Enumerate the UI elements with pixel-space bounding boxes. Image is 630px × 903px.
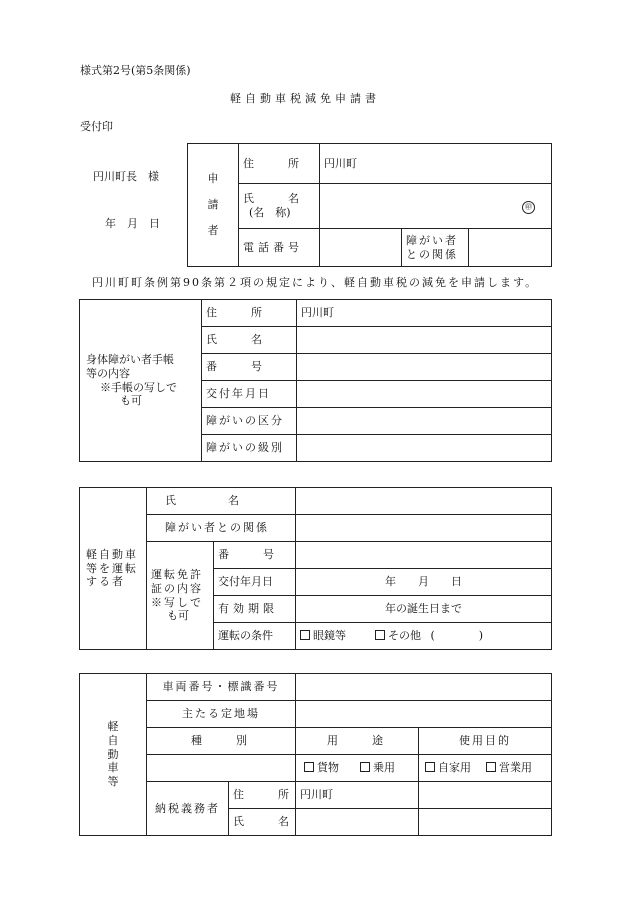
vehicle-side-label: 軽 自 動 車 等 <box>80 674 147 836</box>
vehicle-table <box>79 673 552 836</box>
disability-category-field[interactable] <box>297 408 552 435</box>
license-condition-field[interactable]: 眼鏡等 その他 ( ) <box>296 623 552 650</box>
seal-icon: ㊞ <box>522 201 535 214</box>
glasses-checkbox[interactable] <box>300 630 310 640</box>
vehicle-use-field[interactable]: 貨物 乗用 <box>296 755 419 782</box>
driver-name-label: 氏 名 <box>147 488 296 515</box>
disability-address-label: 住 所 <box>202 300 297 327</box>
license-expiry-field[interactable]: 年の誕生日まで <box>296 596 552 623</box>
disability-grade-field[interactable] <box>297 435 552 462</box>
disability-address-field[interactable]: 円川町 <box>297 300 552 327</box>
disability-category-label: 障がいの区分 <box>202 408 297 435</box>
vehicle-use-label: 用 途 <box>296 728 419 755</box>
applicant-name-field[interactable] <box>320 184 552 229</box>
private-use-checkbox[interactable] <box>425 762 435 772</box>
license-issue-date-label: 交付年月日 <box>214 569 296 596</box>
passenger-checkbox[interactable] <box>360 762 370 772</box>
driver-relation-field[interactable] <box>296 515 552 542</box>
license-content-label: 運転免許 証の内容 ※写しで も可 <box>147 542 214 650</box>
applicant-side-label: 申請者 <box>188 144 239 267</box>
disability-issue-date-field[interactable] <box>297 381 552 408</box>
taxpayer-label: 納税義務者 <box>147 782 229 836</box>
disability-issue-date-label: 交付年月日 <box>202 381 297 408</box>
applicant-address-label: 住 所 <box>239 144 320 184</box>
license-expiry-label: 有効期限 <box>214 596 296 623</box>
driver-table <box>79 487 552 650</box>
vehicle-type-field[interactable] <box>147 755 296 782</box>
applicant-name-label: 氏 名 (名 称) <box>239 184 320 229</box>
date-label: 年 月 日 <box>105 217 160 230</box>
taxpayer-address-extra[interactable] <box>419 782 552 809</box>
applicant-address-field[interactable]: 円川町 <box>320 144 552 184</box>
disability-table <box>79 299 552 462</box>
applicant-phone-field[interactable] <box>320 229 402 267</box>
disability-name-label: 氏 名 <box>202 327 297 354</box>
vehicle-location-label: 主たる定地場 <box>147 701 296 728</box>
page-title: 軽自動車税減免申請書 <box>230 92 380 105</box>
applicant-relation-field[interactable] <box>469 229 552 267</box>
taxpayer-name-field[interactable] <box>296 809 419 836</box>
disability-side-label: 身体障がい者手帳 等の内容 ※手帳の写しで も可 <box>80 300 202 462</box>
license-number-label: 番 号 <box>214 542 296 569</box>
driver-name-field[interactable] <box>296 488 552 515</box>
vehicle-type-label: 種 別 <box>147 728 296 755</box>
license-issue-date-field[interactable]: 年 月 日 <box>296 569 552 596</box>
receipt-stamp-label: 受付印 <box>80 120 113 133</box>
vehicle-location-field[interactable] <box>296 701 552 728</box>
disability-name-field[interactable] <box>297 327 552 354</box>
disability-grade-label: 障がいの級別 <box>202 435 297 462</box>
applicant-relation-label: 障がい者 との関係 <box>402 229 469 267</box>
vehicle-purpose-label: 使用目的 <box>419 728 552 755</box>
other-checkbox[interactable] <box>375 630 385 640</box>
applicant-table <box>187 143 552 267</box>
vehicle-purpose-field[interactable]: 自家用 営業用 <box>419 755 552 782</box>
driver-side-label: 軽自動車 等を運転 する者 <box>80 488 147 650</box>
form-number: 様式第2号(第5条関係) <box>80 64 191 77</box>
taxpayer-address-field[interactable]: 円川町 <box>296 782 419 809</box>
business-use-checkbox[interactable] <box>486 762 496 772</box>
taxpayer-address-label: 住 所 <box>229 782 296 809</box>
applicant-phone-label: 電話番号 <box>239 229 320 267</box>
statement: 円川町町条例第90条第２項の規定により、軽自動車税の減免を申請します。 <box>92 276 539 289</box>
driver-relation-label: 障がい者との関係 <box>147 515 296 542</box>
license-condition-label: 運転の条件 <box>214 623 296 650</box>
addressee: 円川町長 様 <box>93 170 159 183</box>
taxpayer-name-label: 氏 名 <box>229 809 296 836</box>
disability-number-label: 番 号 <box>202 354 297 381</box>
disability-number-field[interactable] <box>297 354 552 381</box>
vehicle-plate-label: 車両番号・標識番号 <box>147 674 296 701</box>
taxpayer-name-extra[interactable] <box>419 809 552 836</box>
vehicle-plate-field[interactable] <box>296 674 552 701</box>
license-number-field[interactable] <box>296 542 552 569</box>
cargo-checkbox[interactable] <box>304 762 314 772</box>
